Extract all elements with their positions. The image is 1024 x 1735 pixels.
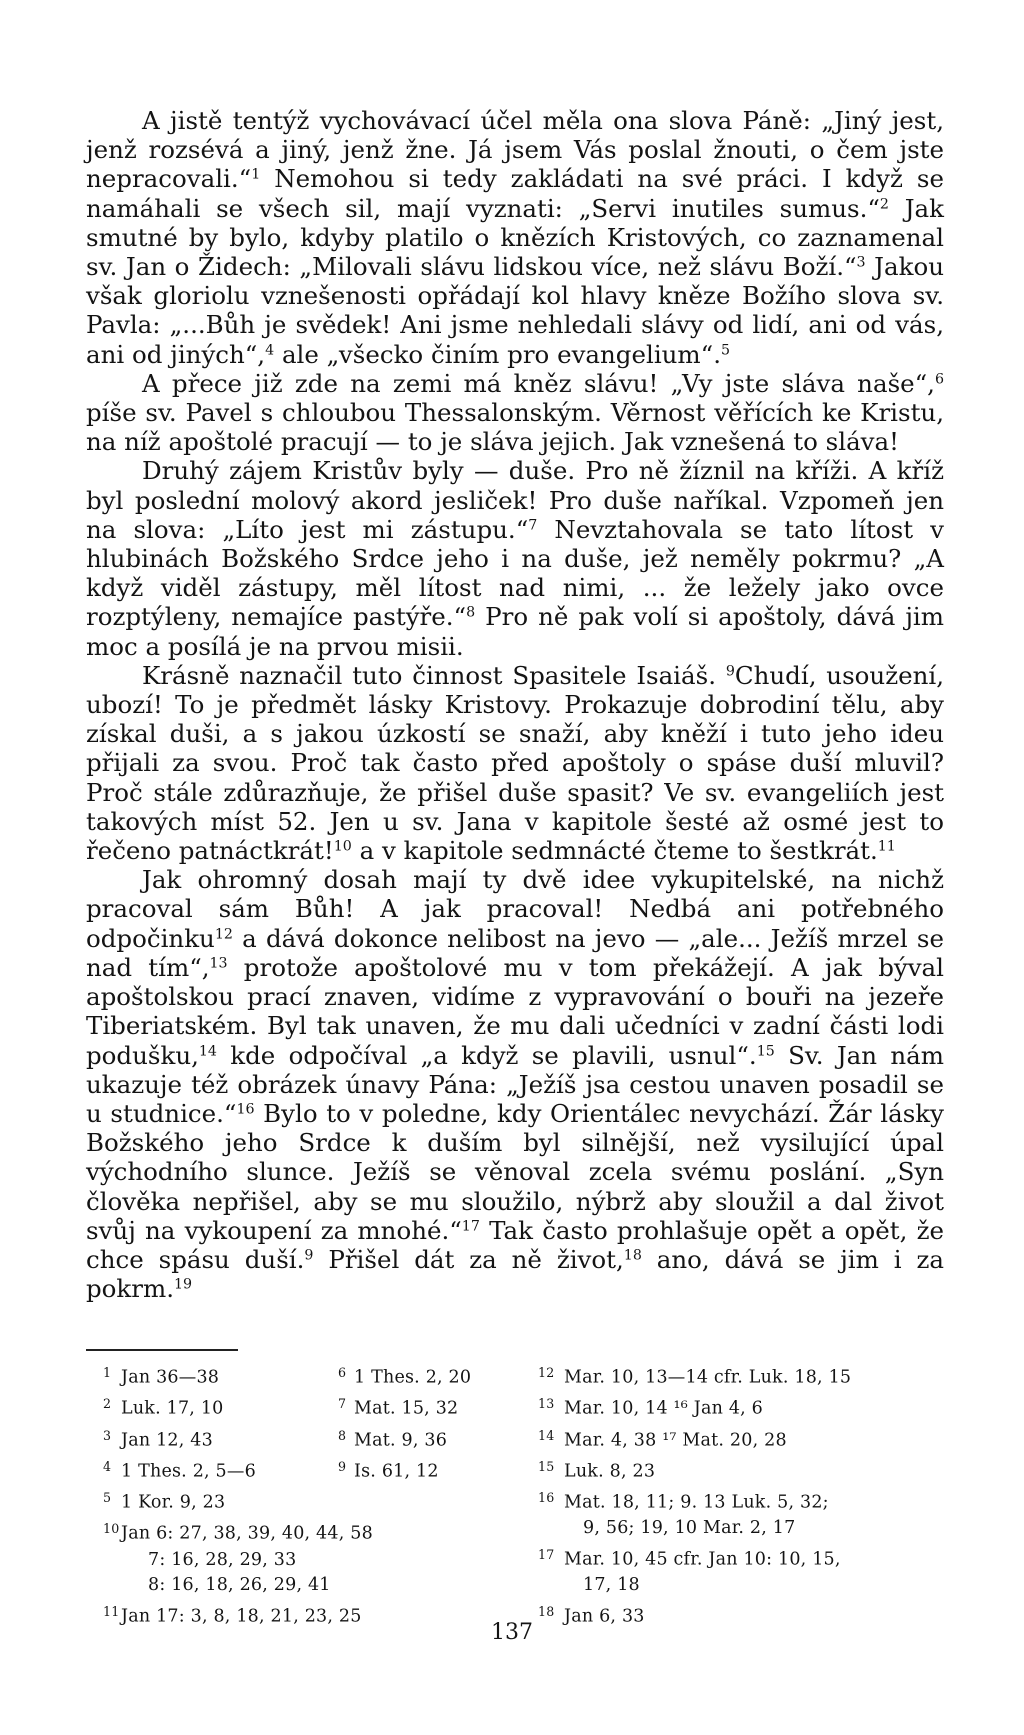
footnote-divider [86,1349,238,1351]
footnote-text: Mar. 10, 45 cfr. Jan 10: 10, 15, [564,1549,841,1570]
footnote-number: 1 [103,1365,112,1380]
footnote-text: Jan 6, 33 [564,1606,645,1627]
footnote-number: 10 [103,1521,120,1537]
footnote [538,1573,851,1599]
footnote [538,1454,851,1485]
body-text [86,106,944,1303]
text-run: Jak ohromný dosah mají ty dvě idee vykupitelské, na nichž pracoval sám Bůh! A jak pracoval! Nedbá ani potřebného odpočinku [86,865,944,953]
text-run: Nevztahovala se tato lítost v hlubinách Božského Srdce jeho i na duše, jež neměly pokrmu? „A když viděl zástupy, měl lítost nad nimi, ... že ležely jako ovce rozptýleny, nemajíce pastýře.“ [86,514,944,632]
footnote-ref: 3 [856,254,866,271]
footnote-number: 5 [103,1490,112,1505]
paragraph [86,456,944,660]
page-number: 137 [491,1620,533,1645]
footnote-text: 8: 16, 18, 26, 29, 41 [148,1575,331,1596]
footnote-text: Jan 17: 3, 8, 18, 21, 23, 25 [121,1606,362,1627]
text-run: a dává dokonce nelibost na jevo — „ale... Ježíš mrzel se nad tím“, [86,923,944,982]
footnote-ref: 15 [756,1042,775,1059]
footnote-ref: 9 [725,663,735,680]
footnote [103,1391,373,1422]
footnote-number: 4 [103,1458,112,1474]
footnote-text: 17, 18 [583,1575,640,1596]
footnotes-column-1 [103,1360,373,1630]
footnote [103,1454,373,1485]
footnote [103,1360,373,1391]
footnote-number: 8 [338,1427,347,1443]
footnote-ref: 10 [333,838,352,855]
footnote-number: 11 [103,1603,120,1619]
footnote-number: 9 [338,1458,347,1474]
footnote-text: Jan 36—38 [121,1367,220,1388]
footnote [538,1516,851,1542]
footnote-ref: 14 [198,1042,217,1059]
text-run: Druhý zájem Kristův byly — duše. Pro ně žíznil na kříži. A kříž byl poslední molový akord jesliček! Pro duše naříkal. Vzpomeň jen na slova: „Líto jest mi zástupu.“ [86,456,944,544]
footnote-text: 7: 16, 28, 29, 33 [148,1549,297,1570]
footnote-ref: 12 [214,926,233,943]
footnote [538,1423,851,1454]
footnote-text: Is. 61, 12 [354,1461,439,1482]
footnote-ref: 4 [265,342,275,359]
footnotes-column-3 [538,1360,851,1630]
footnote-number: 2 [103,1396,112,1412]
footnote-text: Mar. 10, 13—14 cfr. Luk. 18, 15 [564,1367,852,1388]
text-run: protože apoštolové mu v tom překážejí. A jak býval apoštolskou prací znaven, vidíme z vypravování o bouři na jezeře Tiberiatském. Byl tak unaven, že mu dali učedníci v zadní části lodi podušku, [86,952,944,1070]
footnote-text: Mat. 18, 11; 9. 13 Luk. 5, 32; [564,1492,829,1513]
footnote-text: Mar. 4, 38 ¹⁷ Mat. 20, 28 [564,1430,787,1451]
footnote-ref: 13 [209,955,228,972]
text-run: Pro ně pak volí si apoštoly, dává jim moc a posílá je na prvou misii. [86,602,944,661]
footnote [538,1360,851,1391]
text-run: Nemohou si tedy zakládati na své práci. I když se namáhali se všech sil, mají vyznati: „Servi inutiles sumus.“ [86,164,944,223]
footnote-text: Jan 12, 43 [121,1430,213,1451]
footnote-number: 12 [538,1365,555,1380]
paragraph [86,865,944,1303]
footnote-number: 13 [538,1396,555,1412]
footnote [538,1542,851,1573]
footnote-ref: 1 [251,166,261,183]
footnote [338,1423,471,1454]
text-run: Tak často prohlašuje opět a opět, že chce spásu duší. [86,1215,944,1274]
footnote-text: Mat. 9, 36 [354,1430,448,1451]
footnote-text: 1 Kor. 9, 23 [121,1492,226,1513]
footnote-ref: 16 [236,1101,255,1118]
text-run: Sv. Jan nám ukazuje též obrázek únavy Pána: „Ježíš jsa cestou unaven posadil se u studnice.“ [86,1040,944,1128]
footnote [338,1391,471,1422]
footnote-ref: 11 [877,838,896,855]
footnote-ref: 8 [466,604,476,621]
footnote-ref: 7 [528,517,538,534]
footnote [103,1516,373,1547]
footnote [338,1360,471,1391]
footnote-ref: 18 [623,1247,642,1264]
footnote [103,1485,373,1516]
footnote-number: 6 [338,1365,347,1380]
footnote-ref: 6 [934,371,944,388]
footnote [103,1548,373,1574]
footnote-number: 15 [538,1458,555,1474]
footnote-text: 1 Thes. 2, 5—6 [121,1461,256,1482]
text-run: Jakou však gloriolu vznešenosti opřádají kol hlavy kněze Božího slova sv. Pavla: „...Bůh je svědek! Ani jsme nehledali slávy od lidí, ani od vás, ani od jiných“, [86,252,944,369]
footnote-text: Luk. 8, 23 [564,1461,656,1482]
footnote-number: 3 [103,1427,112,1443]
footnote [103,1423,373,1454]
footnote-number: 17 [538,1546,555,1562]
footnote [538,1391,851,1422]
footnote-text: Luk. 17, 10 [121,1398,224,1419]
footnote-text: Jan 6: 27, 38, 39, 40, 44, 58 [121,1523,373,1544]
footnote-text: 1 Thes. 2, 20 [354,1367,472,1388]
text-run: ano, dává se jim i za pokrm. [86,1244,945,1304]
footnote-ref: 19 [174,1276,193,1293]
text-run: ale „všecko činím pro evangelium“. [274,339,721,369]
footnote-number: 7 [338,1396,347,1412]
footnote-ref: 9 [304,1247,314,1264]
paragraph [86,369,944,457]
footnote-ref: 5 [720,342,731,359]
paragraph [86,661,944,865]
text-run: Chudí, usoužení, ubozí! To je předmět lásky Kristovy. Prokazuje dobrodiní tělu, aby získal duši, a s jakou úzkostí se snaží, aby kněží i tuto jeho ideu přijali za svou. Proč tak často před apoštoly o spáse duší mluvil? Proč stále zdůrazňuje, že přišel duše spasit? Ve sv. evangeliích jest takových míst 52. Jen u sv. Jana v kapitole šesté až osmé jest to řečeno patnáctkrát! [86,660,945,866]
text-run: píše sv. Pavel s chloubou Thessalonským. Věrnost věřících ke Kristu, na níž apoštolé pracují — to je sláva jejich. Jak vznešená to sláva! [86,398,944,457]
footnote-number: 18 [538,1603,555,1619]
footnote-text: 9, 56; 19, 10 Mar. 2, 17 [583,1518,796,1539]
footnote-number: 16 [538,1490,555,1505]
footnote [103,1573,373,1599]
text-run: Krásně naznačil tuto činnost Spasitele Isaiáš. [142,660,726,690]
footnote [538,1485,851,1516]
footnotes-column-2 [338,1360,471,1485]
text-run: Jak smutné by bylo, kdyby platilo o knězích Kristových, co zaznamenal sv. Jan o Židech: „Milovali slávu lidskou více, než slávu Boží.“ [86,193,944,282]
footnote-number: 14 [538,1427,555,1443]
footnote-text: Mat. 15, 32 [354,1398,459,1419]
text-run: A přece již zde na zemi má kněz slávu! „Vy jste sláva naše“, [142,368,935,398]
paragraph [86,106,944,369]
footnote [338,1454,471,1485]
text-run: Přišel dát za ně život, [313,1244,624,1274]
text-run: kde odpočíval „a když se plavili, usnul“. [216,1040,757,1070]
text-run: A jistě tentýž vychovávací účel měla ona slova Páně: „Jiný jest, jenž rozsévá a jiný, jenž žne. Já jsem Vás poslal žnouti, o čem jste nepracovali.“ [86,106,944,194]
footnote-text: Mar. 10, 14 ¹⁶ Jan 4, 6 [564,1398,764,1419]
footnote-ref: 2 [879,196,889,213]
text-run: a v kapitole sedmnácté čteme to šestkrát. [351,836,878,866]
footnote-ref: 17 [461,1218,480,1235]
text-run: Bylo to v poledne, kdy Orientálec nevychází. Žár lásky Božského jeho Srdce k duším byl silnější, než vysilující úpal východního slunce. Ježíš se věnoval zcela svému poslání. „Syn člověka nepřišel, aby se mu sloužilo, nýbrž aby sloužil a dal život svůj na vykoupení za mnohé.“ [86,1098,944,1245]
